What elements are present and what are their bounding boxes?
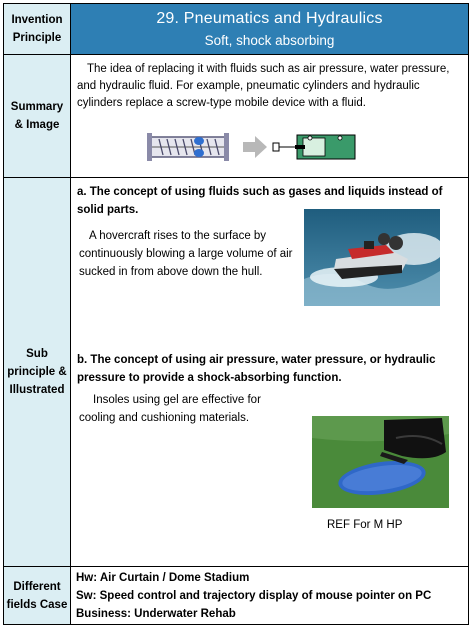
- title-cell: [71, 4, 468, 54]
- invention-principle-label: Invention Principle: [4, 4, 71, 54]
- different-fields-row: [4, 567, 468, 624]
- cylinder-device-icon: [273, 135, 355, 159]
- hw-case: Hw: Air Curtain / Dome Stadium: [76, 572, 250, 584]
- principle-subtitle: Soft, shock absorbing: [204, 33, 335, 48]
- sw-case: Sw: Speed control and trajectory display of mouse pointer on PC: [76, 590, 432, 602]
- sub-a-heading: a. The concept of using fluids such as gases and liquids instead of solid parts.: [77, 186, 443, 216]
- sub-a-body: A hovercraft rises to the surface by continuously blowing a large volume of air sucked in from above down the hull.: [79, 230, 293, 278]
- summary-label: Summary & Image: [4, 55, 71, 177]
- different-fields-content: [71, 567, 468, 624]
- reference-note: REF For M HP: [327, 519, 403, 531]
- screw-to-cylinder-diagram: [147, 127, 363, 167]
- sub-b-body: Insoles using gel are effective for cooling and cushioning materials.: [79, 394, 261, 424]
- arrow-right-icon: [243, 136, 267, 158]
- summary-content: [71, 55, 468, 177]
- sub-b-heading: b. The concept of using air pressure, water pressure, or hydraulic pressure to provide a shock-absorbing function.: [77, 354, 436, 384]
- sub-principle-row: [4, 178, 468, 567]
- different-fields-label: Different fields Case: [4, 567, 71, 624]
- screw-device-icon: [147, 133, 229, 161]
- business-case: Business: Underwater Rehab: [76, 608, 236, 620]
- header-row: [4, 4, 468, 55]
- principle-sheet: [3, 3, 469, 625]
- principle-title: 29. Pneumatics and Hydraulics: [156, 10, 383, 27]
- summary-text: The idea of replacing it with fluids such as air pressure, water pressure, and hydraulic fluid. For example, pneumatic cylinders and hydraulic cylinders replace a screw-type mobile device with a fluid.: [77, 63, 450, 109]
- gel-insole-photo: [312, 416, 449, 508]
- summary-row: [4, 55, 468, 178]
- hovercraft-photo: [304, 209, 440, 306]
- sub-principle-label: Sub principle & Illustrated: [4, 178, 71, 566]
- sub-principle-content: [71, 178, 468, 566]
